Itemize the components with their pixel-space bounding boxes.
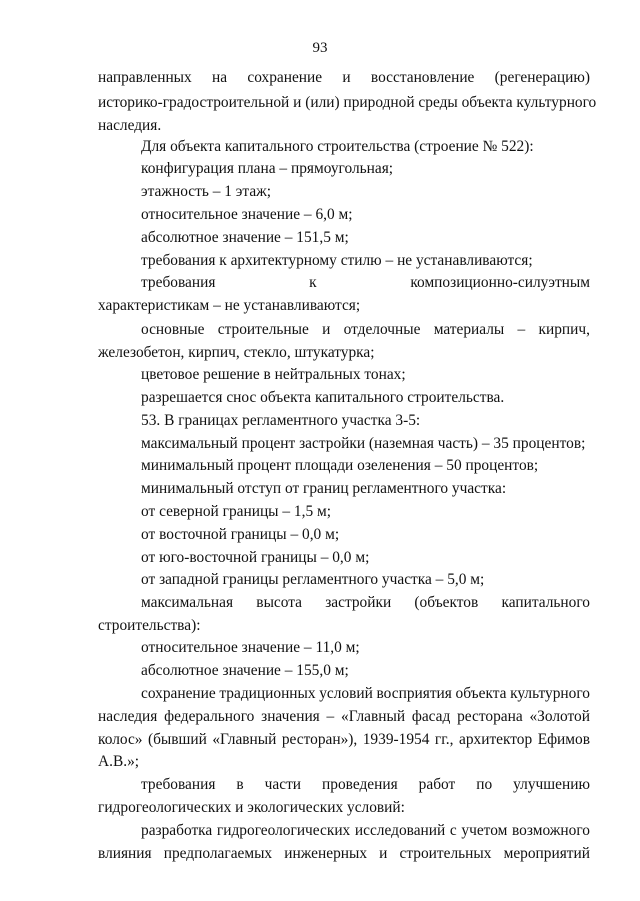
word: объекта [455,685,507,702]
word: к [309,274,317,291]
text-line: Для объекта капитального строительства (строение № 522): [141,138,534,155]
word: «Главный [212,731,277,748]
text-line: историко-градостроительной и (или) природной среды объекта культурного [98,94,597,111]
text-line [98,730,590,750]
word: высота [256,594,302,611]
word: инженерных [284,845,368,862]
word: влияния [98,845,152,862]
word: части [264,776,302,793]
word: материалы [433,321,505,338]
word: максимальная [141,594,234,611]
text-line: от юго-восточной границы – 0,0 м; [141,549,370,566]
word: архитектор [459,731,533,748]
word: сохранение [247,69,323,86]
word: (объектов [414,594,479,611]
word: капитального [501,594,590,611]
text-line [98,68,590,88]
text-line: характеристикам – не устанавливаются; [98,297,361,314]
word: восстановление [370,69,475,86]
word: ресторана [457,708,523,725]
word: с [449,822,457,839]
word: – [517,321,526,338]
word: федерального [164,708,255,725]
text-line: относительное значение – 6,0 м; [141,206,353,223]
word: гидрогеологических [216,822,351,839]
text-line: 53. В границах регламентного участка 3-5: [141,412,421,429]
word: мероприятий [503,845,590,862]
text-line: наследия. [98,117,162,134]
word: 1939-1954 [362,731,430,748]
text-line: этажность – 1 этаж; [141,183,272,200]
word: значения [261,708,320,725]
text-line: относительное значение – 11,0 м; [141,639,360,656]
text-line: цветовое решение в нейтральных тонах; [141,366,406,383]
word: по [476,776,493,793]
text-line [98,707,590,727]
word: проведения [322,776,398,793]
text-line [141,821,590,841]
word: «Золотой [529,708,590,725]
word: основные [141,321,205,338]
word: и [342,69,351,86]
word: композиционно-силуэтным [410,274,590,291]
text-line [141,320,590,340]
text-line: абсолютное значение – 151,5 м; [141,229,349,246]
text-line: минимальный отступ от границ регламентного участка: [141,480,507,497]
word: работ [418,776,456,793]
word: направленных [98,69,192,86]
word: Ефимов [537,731,590,748]
word: восприятия [376,685,452,702]
text-line: от западной границы регламентного участка – 5,0 м; [141,571,485,588]
word: застройки [325,594,392,611]
word: ресторан»), [281,731,358,748]
text-line: конфигурация плана – прямоугольная; [141,160,394,177]
word: (бывший [147,731,207,748]
text-line: от северной границы – 1,5 м; [141,503,332,520]
word: строительные [217,321,309,338]
word: наследия [98,708,158,725]
text-line [141,684,590,704]
word: традиционных [219,685,316,702]
text-line: требования к архитектурному стилю – не устанавливаются; [141,252,533,269]
text-line: железобетон, кирпич, стекло, штукатурка; [98,344,375,361]
word: культурного [510,685,590,702]
word: предполагаемых [163,845,273,862]
word: сохранение [141,685,216,702]
word: исследований [354,822,446,839]
word: гг., [434,731,454,748]
word: возможного [512,822,590,839]
text-line: А.В.»; [98,753,140,770]
word: и [379,845,388,862]
text-line: минимальный процент площади озеленения – 50 процентов; [141,457,539,474]
text-line: разрешается снос объекта капитального строительства. [141,389,505,406]
text-line: строительства): [98,617,201,634]
word: отделочные [343,321,421,338]
word: на [212,69,228,86]
word: и [322,321,331,338]
word: строительных [399,845,492,862]
text-line [98,844,590,864]
text-line [141,775,590,795]
word: условий [319,685,373,702]
word: требования [141,274,216,291]
text-line: от восточной границы – 0,0 м; [141,526,340,543]
text-line [141,273,590,293]
word: (регенерацию) [494,69,590,86]
word: – [326,708,335,725]
word: «Главный [341,708,406,725]
word: кирпич, [538,321,590,338]
text-line: абсолютное значение – 155,0 м; [141,662,349,679]
word: учетом [461,822,508,839]
text-line: максимальный процент застройки (наземная часть) – 35 процентов; [141,435,586,452]
text-line [141,593,590,613]
text-line: гидрогеологических и экологических условий: [98,799,405,816]
word: разработка [141,822,213,839]
word: в [236,776,244,793]
word: улучшению [513,776,590,793]
word: требования [141,776,216,793]
word: фасад [411,708,451,725]
page-number: 93 [312,40,328,56]
word: колос» [98,731,143,748]
